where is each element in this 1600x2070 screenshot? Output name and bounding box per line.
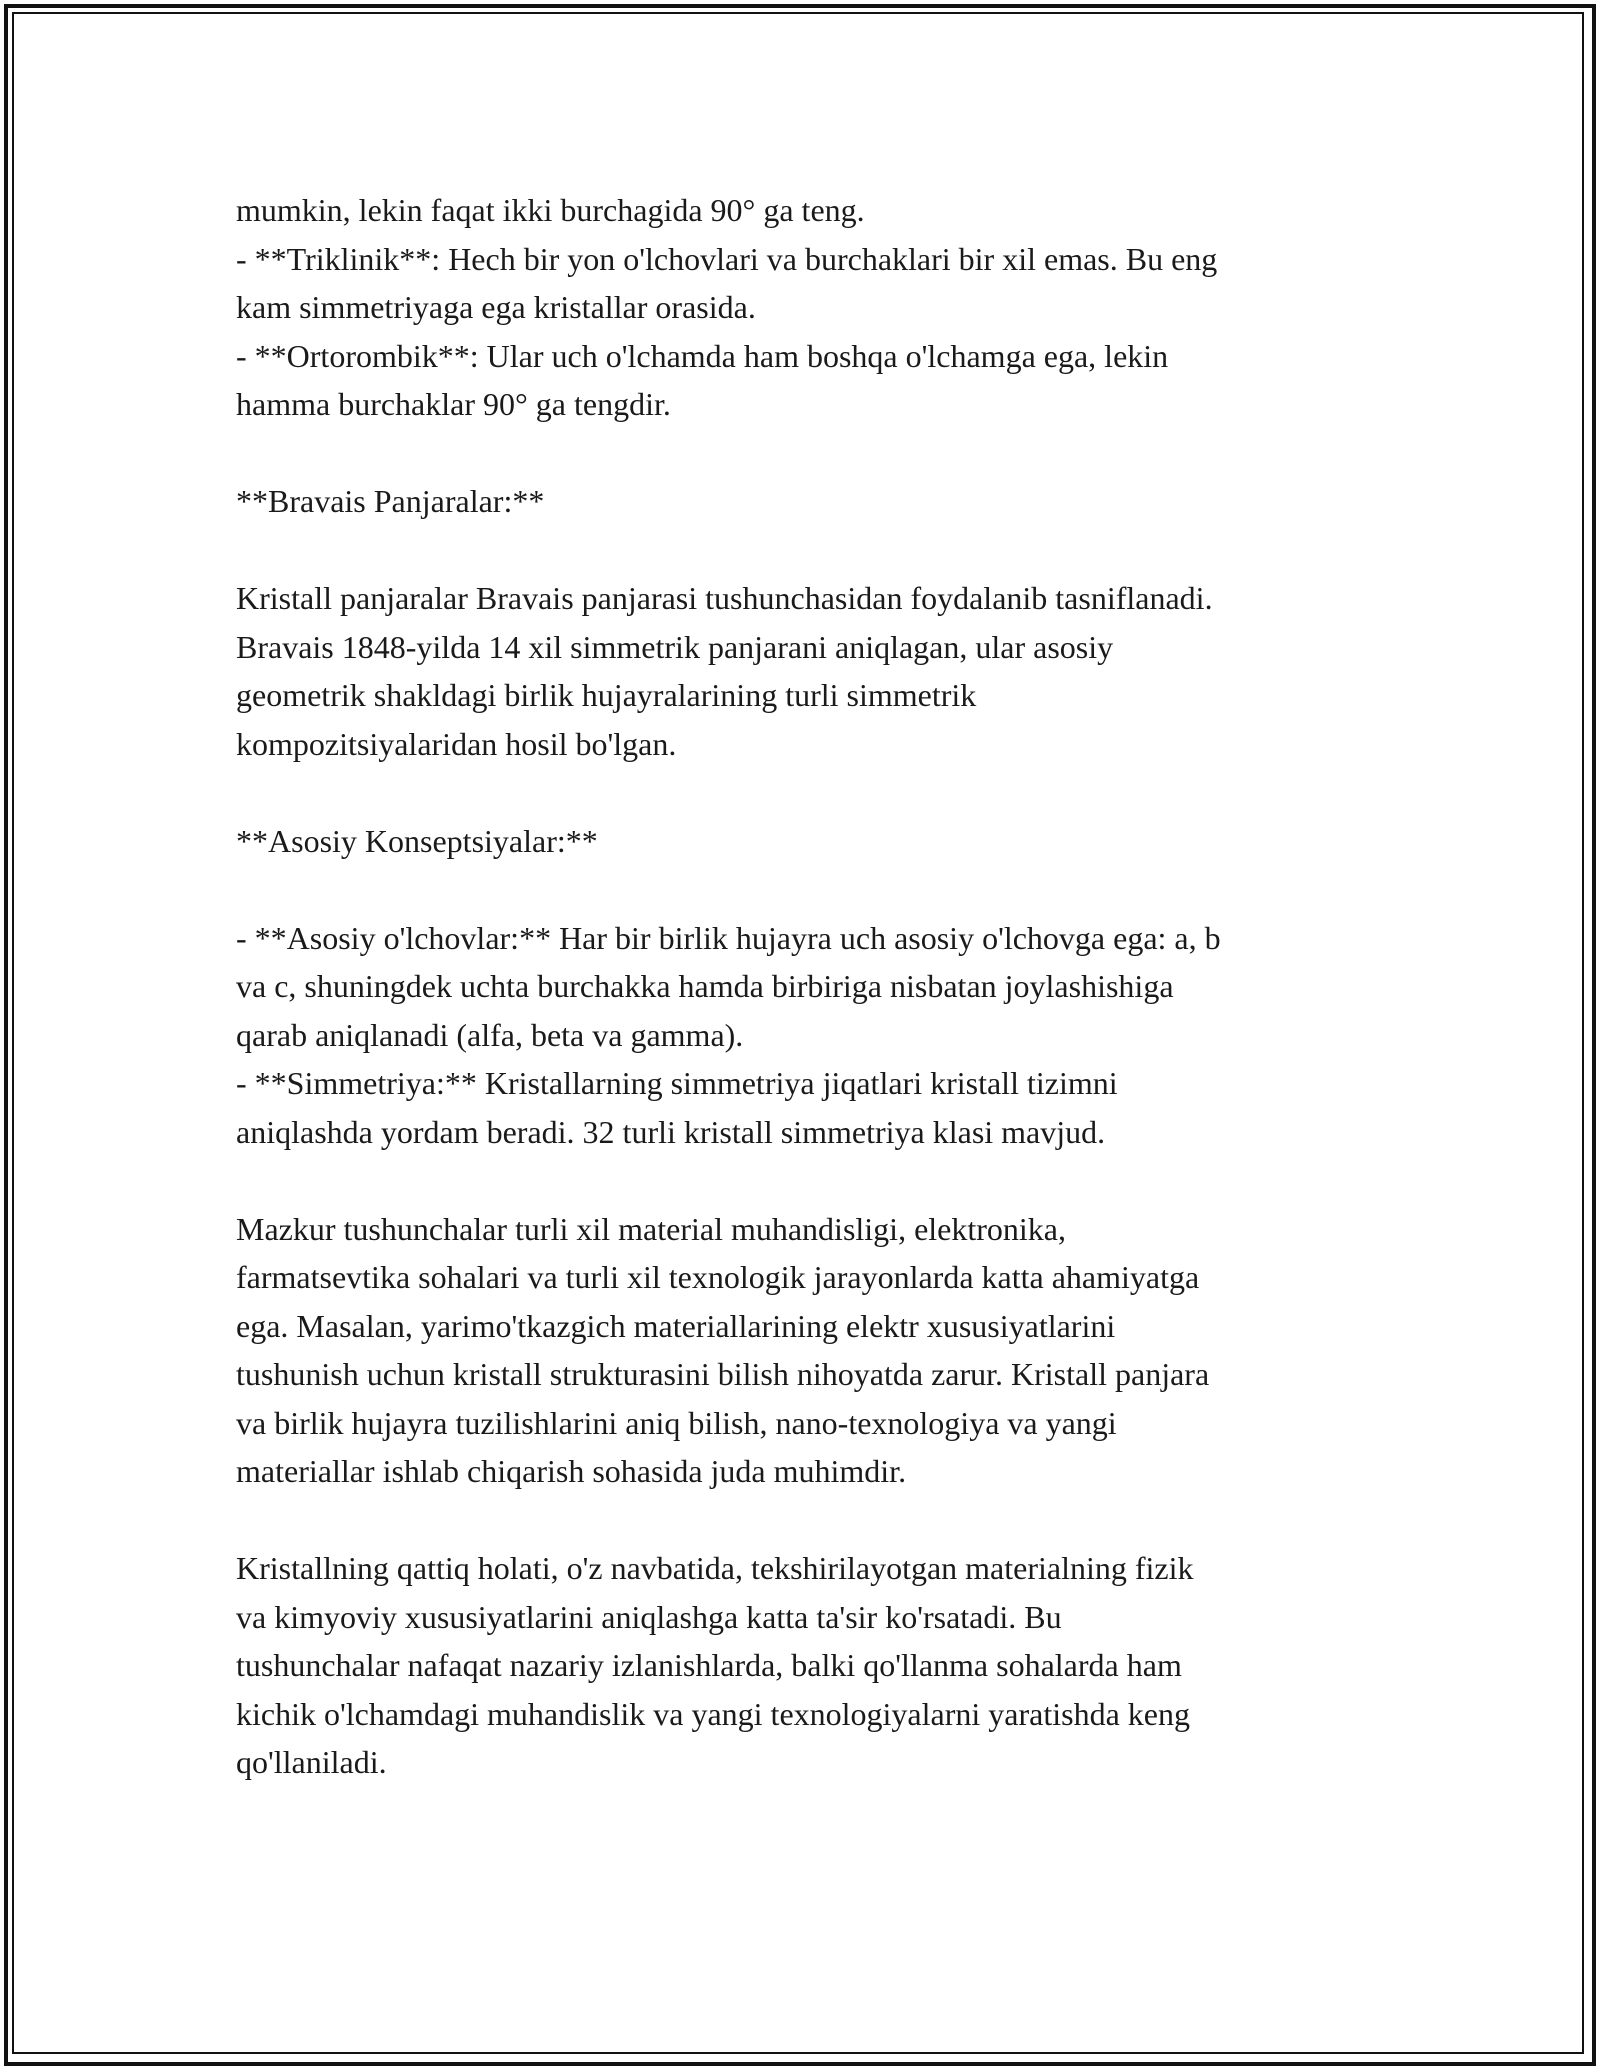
text-line: ega. Masalan, yarimo'tkazgich materiallarining elektr xususiyatlarini: [236, 1307, 1116, 1344]
text-line: Kristallning qattiq holati, o'z navbatida, tekshirilayotgan materialning fizik: [236, 1550, 1194, 1586]
text-line: tushunchalar nafaqat nazariy izlanishlarda, balki qo'llanma sohalarda ham: [236, 1647, 1182, 1683]
text-line: - **Simmetriya:** Kristallarning simmetriya jiqatlari kristall tizimni: [236, 1065, 1118, 1101]
paragraph-gap: [236, 865, 1386, 914]
text-line: - **Ortorombik**: Ular uch o'lchamda ham boshqa o'lchamga ega, lekin: [236, 337, 1169, 374]
text-line: - **Asosiy o'lchovlar:** Har bir birlik hujayra uch asosiy o'lchovga ega: a, b: [236, 919, 1221, 956]
heading-text: **Asosiy Konseptsiyalar:**: [236, 822, 598, 859]
text-line: va birlik hujayra tuzilishlarini aniq bilish, nano-texnologiya va yangi: [236, 1404, 1117, 1441]
paragraph-solid-state: [236, 1544, 1386, 1787]
text-line: qarab aniqlanadi (alfa, beta va gamma).: [236, 1016, 744, 1053]
text-line: Kristall panjaralar Bravais panjarasi tushunchasidan foydalanib tasniflanadi.: [236, 580, 1213, 616]
text-line: kichik o'lchamdagi muhandislik va yangi texnologiyalarni yaratishda keng: [236, 1695, 1190, 1732]
heading-text: **Bravais Panjaralar:**: [236, 483, 545, 519]
paragraph-applications: [236, 1205, 1386, 1496]
paragraph-gap: [236, 768, 1386, 817]
paragraph-gap: [236, 1156, 1386, 1205]
paragraph-bravais: [236, 574, 1386, 768]
paragraph-gap: [236, 1496, 1386, 1545]
text-line: qo'llaniladi.: [236, 1744, 387, 1780]
paragraph-key-concepts: [236, 914, 1386, 1157]
heading-key-concepts: [236, 817, 1386, 866]
paragraph-gap: [236, 526, 1386, 575]
heading-bravais: [236, 477, 1386, 526]
paragraph-crystal-systems-cont: [236, 186, 1386, 429]
text-line: kam simmetriyaga ega kristallar orasida.: [236, 289, 756, 325]
text-line: materiallar ishlab chiqarish sohasida juda muhimdir.: [236, 1453, 907, 1489]
text-line: tushunish uchun kristall strukturasini bilish nihoyatda zarur. Kristall panjara: [236, 1356, 1210, 1392]
text-line: kompozitsiyalaridan hosil bo'lgan.: [236, 725, 677, 762]
text-line: Bravais 1848-yilda 14 xil simmetrik panjarani aniqlagan, ular asosiy: [236, 628, 1114, 665]
text-line: - **Triklinik**: Hech bir yon o'lchovlari va burchaklari bir xil emas. Bu eng: [236, 240, 1218, 277]
text-line: mumkin, lekin faqat ikki burchagida 90° ga teng.: [236, 192, 865, 228]
text-line: va kimyoviy xususiyatlarini aniqlashga katta ta'sir ko'rsatadi. Bu: [236, 1598, 1062, 1635]
paragraph-gap: [236, 429, 1386, 478]
text-line: aniqlashda yordam beradi. 32 turli kristall simmetriya klasi mavjud.: [236, 1113, 1106, 1150]
text-line: va c, shuningdek uchta burchakka hamda birbiriga nisbatan joylashishiga: [236, 968, 1174, 1004]
text-line: geometrik shakldagi birlik hujayralarining turli simmetrik: [236, 677, 977, 713]
text-line: hamma burchaklar 90° ga tengdir.: [236, 386, 671, 422]
document-body: [236, 186, 1386, 1787]
text-line: farmatsevtika sohalari va turli xil texnologik jarayonlarda katta ahamiyatga: [236, 1259, 1200, 1295]
text-line: Mazkur tushunchalar turli xil material muhandisligi, elektronika,: [236, 1210, 1066, 1247]
